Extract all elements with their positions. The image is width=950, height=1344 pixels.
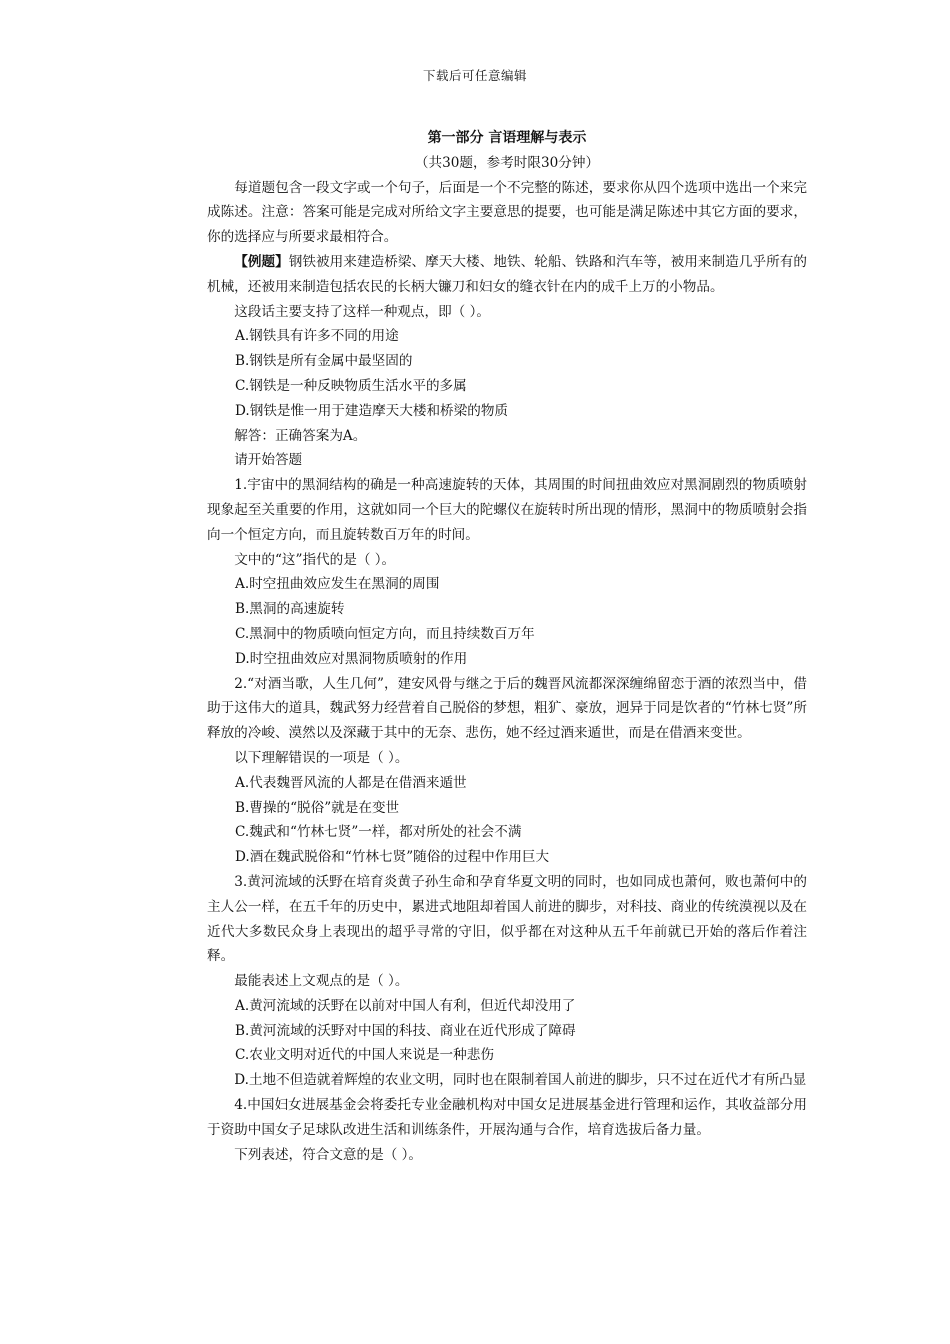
question-2-option-a: A.代表魏晋风流的人都是在借酒来遁世	[235, 774, 467, 791]
question-2-prompt: 以下理解错误的一项是（ ）。	[234, 749, 409, 766]
example-option-a: A.钢铁具有许多不同的用途	[235, 328, 399, 345]
question-1-option-d: D.时空扭曲效应对黑洞物质喷射的作用	[235, 650, 468, 667]
example-option-b: B.钢铁是所有金属中最坚固的	[235, 353, 413, 370]
question-2-option-b: B.曹操的“脱俗”就是在变世	[235, 799, 400, 816]
example-answer: 解答：正确答案为A。	[234, 427, 367, 444]
question-4-prompt: 下列表述，符合文意的是（ ）。	[234, 1146, 423, 1163]
example-option-c: C.钢铁是一种反映物质生活水平的多属	[235, 377, 467, 394]
section-title: 第一部分 言语理解与表示	[427, 130, 587, 146]
question-3-option-c: C.农业文明对近代的中国人来说是一种悲伤	[235, 1047, 494, 1064]
question-1-text: 1.宇宙中的黑洞结构的确是一种高速旋转的天体，其周围的时间扭曲效应对黑洞剧烈的物质喷射现象起至关重要的作用，这就如同一个巨大的陀螺仪在旋转时所出现的情形，黑洞中的物质喷射会指向一个恒定方向，而且旋转数百万年的时间。	[207, 477, 807, 543]
question-1-prompt: 文中的“这”指代的是（ ）。	[234, 551, 396, 568]
question-3-prompt: 最能表述上文观点的是（ ）。	[234, 973, 409, 990]
question-2-option-c: C.魏武和“竹林七贤”一样，都对所处的社会不满	[235, 824, 522, 841]
document-body	[207, 126, 807, 1167]
example-label: 【例题】	[234, 253, 289, 270]
question-3-option-a: A.黄河流域的沃野在以前对中国人有利，但近代却没用了	[235, 997, 576, 1014]
question-3-text: 3.黄河流域的沃野在培育炎黄子孙生命和孕育华夏文明的同时，也如同成也萧何，败也萧何中的主人公一样，在五千年的历史中，累进式地阻却着国人前进的脚步，对科技、商业的传统漠视以及在近代大多数民众身上表现出的超乎寻常的守旧，似乎都在对这种从五千年前就已开始的落后作着注释。	[207, 873, 807, 965]
example-text: 钢铁被用来建造桥梁、摩天大楼、地铁、轮船、铁路和汽车等，被用来制造几乎所有的机械，还被用来制造包括农民的长柄大镰刀和妇女的缝衣针在内的成千上万的小物品。	[207, 253, 808, 295]
example-option-d: D.钢铁是惟一用于建造摩天大楼和桥梁的物质	[235, 402, 509, 419]
question-1-option-b: B.黑洞的高速旋转	[235, 601, 345, 618]
question-3-option-d: D.土地不但造就着辉煌的农业文明，同时也在限制着国人前进的脚步，只不过在近代才有所凸显	[234, 1072, 807, 1089]
question-1-option-a: A.时空扭曲效应发生在黑洞的周围	[235, 576, 440, 593]
example-paragraph	[207, 250, 807, 300]
question-2-text: 2.“对酒当歌，人生几何”，建安风骨与继之于后的魏晋风流都深深缠绵留恋于酒的浓烈当中，借助于这伟大的道具，魏武努力经营着自己脱俗的梦想，粗犷、豪放，迥异于同是饮者的“竹林七贤”所释放的冷峻、漠然以及深藏于其中的无奈、悲伤，她不经过酒来遁世，而是在借酒来变世。	[207, 675, 807, 742]
question-2-option-d: D.酒在魏武脱俗和“竹林七贤”随俗的过程中作用巨大	[235, 849, 550, 866]
question-1-option-c: C.黑洞中的物质喷向恒定方向，而且持续数百万年	[235, 625, 535, 642]
question-4-text: 4.中国妇女进展基金会将委托专业金融机构对中国女足进展基金进行管理和运作，其收益部分用于资助中国女子足球队改进生活和训练条件，开展沟通与合作，培育选拔后备力量。	[207, 1097, 807, 1138]
example-question: 这段话主要支持了这样一种观点，即（ ）。	[234, 303, 490, 320]
start-instruction: 请开始答题	[234, 452, 303, 469]
question-3-option-b: B.黄河流域的沃野对中国的科技、商业在近代形成了障碍	[235, 1022, 576, 1039]
section-intro: 每道题包含一段文字或一个句子，后面是一个不完整的陈述，要求你从四个选项中选出一个来完成陈述。注意：答案可能是完成对所给文字主要意思的提要，也可能是满足陈述中其它方面的要求，你的选择应与所要求最相符合。	[207, 179, 807, 246]
section-subtitle: （共30题，参考时限30分钟）	[414, 154, 600, 171]
page-header: 下载后可任意编辑	[422, 68, 527, 83]
